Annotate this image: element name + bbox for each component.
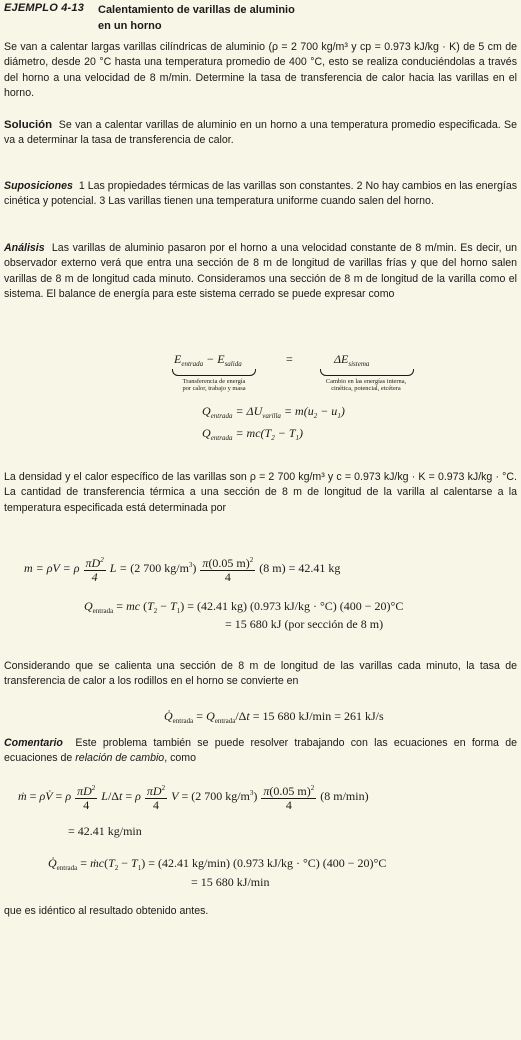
- solution-paragraph: [4, 118, 517, 149]
- lhs-brace: [172, 369, 256, 376]
- heat-rate-equation: $Q̇_{entrada}$ = $ṁc(T_2 - T_1) = (42.41$ kg/min) (0.973 kJ/kg · °C) (400 − 20)°C: [48, 856, 387, 872]
- analysis-text: Las varillas de aluminio pasaron por el horno a una velocidad constante de 8 m/min. Es decir, un observador externo verá que entra una sección de 8 m de longitud de varillas frías y que del horno salen varillas de 8 m de longitud cada minuto. Consideramos una sección de 8 m de longitud de la varilla como el sistema. El balance de energía para este sistema cerrado se puede expresar como: [4, 242, 517, 300]
- assumptions-text: 1 Las propiedades térmicas de las varillas son constantes. 2 No hay cambios en las energías cinética y potencial. 3 Las varillas tienen una temperatura uniforme cuando salen del horno.: [4, 180, 518, 208]
- rate-paragraph: Considerando que se calienta una sección de 8 m de longitud de las varillas cada minuto, la tasa de transferencia de calor a los rodillos en el horno se convierte en: [4, 660, 517, 688]
- mass-rate-equation: ṁ = ρV̇ = ρ $\frac{\pi D^2}{4}$ L/Δt = ρ $\frac{\pi D^2}{4}$ V = (2 700 $kg/m^3$) $\frac{\pi(0.05 m)^2}{4}$ (8 m/min): [18, 784, 369, 812]
- problem-statement: Se van a calentar largas varillas cilíndricas de aluminio (ρ = 2 700 kg/m³ y cp = 0.973 kJ/kg · K) de 5 cm de diámetro, desde 20 °C hasta una temperatura promedio de 400 °C, esto se realiza conduciéndolas a través del horno a una velocidad de 8 m/min. Determine la tasa de transferencia de calor hacia las varillas en el horno.: [4, 41, 517, 99]
- lhs-label: Transferencia de energía por calor, trabajo y masa: [182, 378, 246, 392]
- mass-equation: m = ρV = ρ $\frac{\pi D^2}{4}$ L = (2 700 $kg/m^3$) $\frac{\pi(0.05 m)^2}{4}$ (8 m) = 42.41 kg: [24, 556, 341, 584]
- example-tag: EJEMPLO 4-13: [4, 2, 85, 14]
- assumptions-heading: Suposiciones: [4, 180, 73, 192]
- comment-paragraph: Comentario Este problema también se puede resolver trabajando con las ecuaciones en forma de ecuaciones de relación de cambio, como: [4, 737, 517, 765]
- heat-rate-result: = 15 680 kJ/min: [191, 875, 270, 889]
- comment-heading: Comentario: [4, 737, 63, 749]
- balance-line-3: $Q_{entrada} = mc(T_2 - T_1)$: [202, 426, 303, 442]
- heat-equation: $Q_{entrada}$ = mc $(T_2 - T_1) = (42.41$ kg) (0.973 kJ/kg · °C) (400 − 20)°C: [84, 599, 404, 615]
- example-title-line1: Calentamiento de varillas de aluminio: [98, 4, 295, 16]
- assumptions-paragraph: [4, 179, 517, 210]
- mass-rate-result: = 42.41 kg/min: [68, 824, 142, 838]
- analysis-paragraph: [4, 241, 517, 302]
- properties-paragraph: La densidad y el calor específico de las varillas son ρ = 2 700 kg/m³ y c = 0.973 kJ/kg · K = 0.973 kJ/kg · °C. La cantidad de transferencia térmica a una sección de 8 m de longitud de la varilla al calentarse a la temperatura especificada está determinada por: [4, 471, 517, 514]
- example-title-line2: en un horno: [98, 20, 162, 32]
- solution-text: Se van a calentar varillas de aluminio en un horno a una temperatura promedio especificada. Se va a determinar la tasa de transferencia de calor.: [4, 119, 517, 147]
- rhs-brace: [320, 369, 414, 376]
- rate-equation: $Q̇_{entrada} = Q_{entrada}/\Delta t = 15$ 680 kJ/min = 261 kJ/s: [164, 709, 384, 725]
- analysis-heading: Análisis: [4, 242, 45, 254]
- balance-line-2: $Q_{entrada} = \Delta U_{varilla} = m(u_2 - u_1)$: [202, 404, 345, 420]
- solution-heading: Solución: [4, 119, 53, 131]
- heat-result: = 15 680 kJ (por sección de 8 m): [225, 617, 384, 631]
- rhs-label: Cambio en las energías interna, cinética, potencial, etcétera: [325, 378, 407, 392]
- closing-sentence: que es idéntico al resultado obtenido antes.: [4, 905, 209, 917]
- example-title: [98, 2, 418, 34]
- textbook-page: EJEMPLO 4-13 Calentamiento de varillas de aluminio en un horno Se van a calentar largas varillas cilíndricas de aluminio (ρ = 2 700 kg/m³ y cp = 0.973 kJ/kg · K) de 5 cm de diámetro, desde 20 °C hasta una temperatura promedio de 400 °C, esto se realiza conduciéndolas a través del horno a una velocidad de 8 m/min. Determine la tasa de transferencia de calor hacia las varillas en el horno. Solución Se van a calentar varillas de aluminio en un horno a una temperatura promedio especificada. Se va a determinar la tasa de transferencia de calor. Suposiciones 1 Las propiedades térmicas de las varillas son constantes. 2 No hay cambios en las energías cinética y potencial. 3 Las varillas tienen una temperatura uniforme cuando salen del horno. Análisis Las varillas de aluminio pasaron por el horno a una velocidad constante de 8 m/min. Es decir, un observador externo verá que entra una sección de 8 m de longitud de varillas frías y que del horno salen varillas de 8 m de longitud cada minuto. Consideramos una sección de 8 m de longitud de la varilla como el sistema. El balance de energía para este sistema cerrado se puede expresar como $E_{entrada} - E_{salida}$ Transferencia de energía por calor, trabajo y masa = $\Delta E_{sistema}$ Cambio en las energías interna, cinética, potencial, etcétera $Q_{entrada} = \Delta U_{varilla} = m(u_2 - u_1)$ $Q_{entrada} = mc(T_2 - T_1)$ La densidad y el calor específico de las varillas son ρ = 2 700 kg/m³ y c = 0.973 kJ/kg · K = 0.973 kJ/kg · °C. La cantidad de transferencia térmica a una sección de 8 m de longitud de la varilla al calentarse a la temperatura especificada está determinada por m = ρV = ρ $\frac{\pi D^2}{4}$ L = (2 700 $kg/m^3$) $\frac{\pi(0.05 m)^2}{4}$ (8 m) = 42.41 kg $Q_{entrada}$ = mc $(T_2 - T_1) = (42.41$ kg) (0.973 kJ/kg · °C) (400 − 20)°C = 15 680 kJ (por sección de 8 m) Considerando que se calienta una sección de 8 m de longitud de las varillas cada minuto, la tasa de transferencia de calor a los rodillos en el horno se convierte en $Q̇_{entrada} = Q_{entrada}/\Delta t = 15$ 680 kJ/min = 261 kJ/s Comentario Este problema también se puede resolver trabajando con las ecuaciones en forma de ecuaciones de relación de cambio, como ṁ = ρV̇ = ρ $\frac{\pi D^2}{4}$ L/Δt = ρ $\frac{\pi D^2}{4}$ V = (2 700 $kg/m^3$) $\frac{\pi(0.05 m)^2}{4}$ (8 m/min) = 42.41 kg/min $Q̇_{entrada}$ = $ṁc(T_2 - T_1) = (42.41$ kg/min) (0.973 kJ/kg · °C) (400 − 20)°C = 15 680 kJ/min que es idéntico al resultado obtenido antes.: [0, 0, 521, 1040]
